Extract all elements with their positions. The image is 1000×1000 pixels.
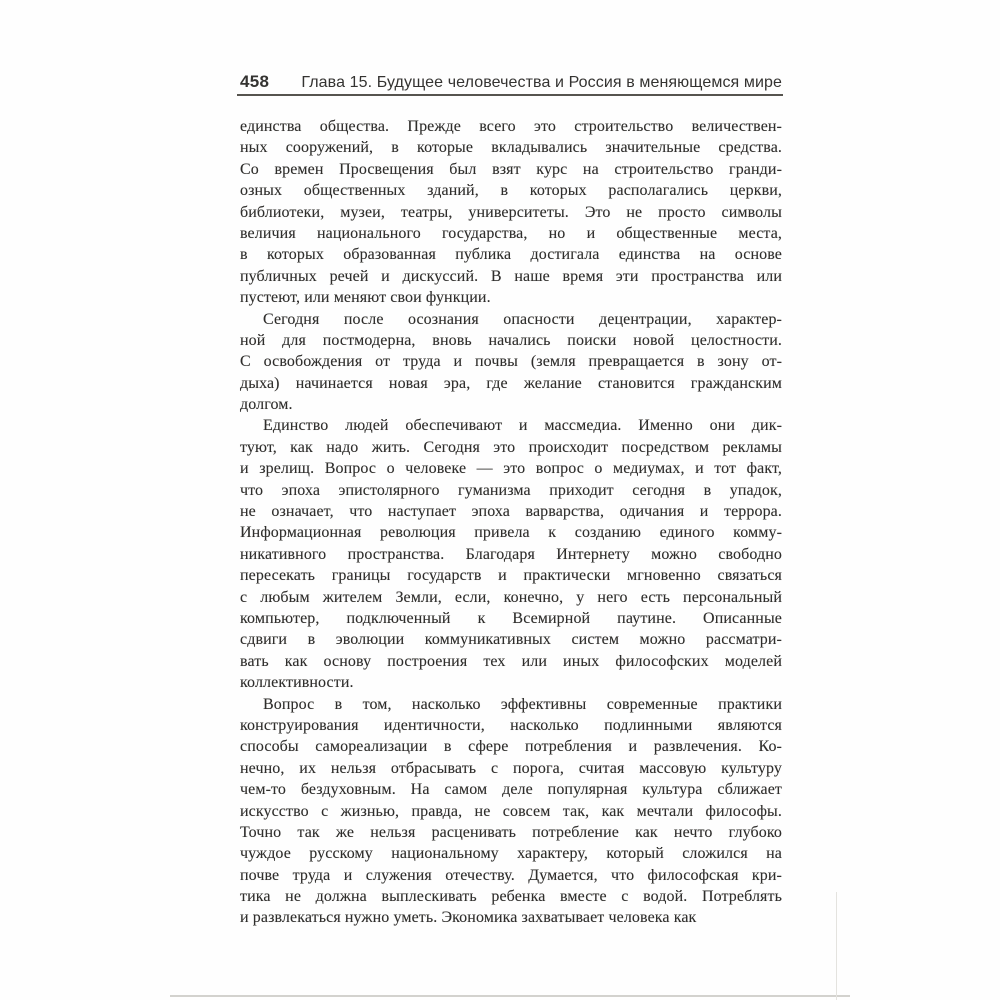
running-header [240, 72, 782, 92]
text-line: ной для постмодерна, вновь начались поиски новой целостности. [240, 331, 782, 349]
text-line: тика не должна выплескивать ребенка вместе с водой. Потреблять [240, 888, 782, 906]
paragraph [240, 309, 782, 416]
text-line: и развлекаться нужно уметь. Экономика захватывает человека как [240, 909, 697, 927]
text-line: туют, как надо жить. Сегодня это происходит посредством рекламы [240, 438, 782, 456]
text-line: величия национального государства, но и общественные места, [240, 224, 782, 242]
text-line: дыха) начинается новая эра, где желание становится гражданским [240, 374, 782, 392]
text-line: единства общества. Прежде всего это строительство величествен- [240, 118, 782, 135]
text-line: способы самореализации в сфере потребления и развлечения. Ко- [240, 738, 782, 756]
scan-bottom-edge-artifact [170, 995, 850, 997]
text-line: ных сооружений, в которые вкладывались значительные средства. [240, 139, 782, 157]
text-line: библиотеки, музеи, театры, университеты. Это не просто символы [240, 203, 782, 221]
chapter-title: Глава 15. Будущее человечества и Россия в меняющемся мире [301, 74, 782, 91]
page-body-text [240, 116, 782, 929]
text-line: почве труда и служения отечеству. Думается, что философская кри- [240, 866, 782, 884]
paragraph [240, 694, 782, 929]
text-line: публичных речей и дискуссий. В наше время эти пространства или [240, 267, 782, 285]
text-line: нечно, их нельзя отбрасывать с порога, считая массовую культуру [240, 759, 782, 777]
paragraph [240, 415, 782, 693]
text-line: и зрелищ. Вопрос о человеке — это вопрос о медиумах, и тот факт, [240, 460, 782, 478]
text-line: долгом. [240, 396, 293, 414]
text-line: пустеют, или меняют свои функции. [240, 289, 491, 307]
text-line: сдвиги в эволюции коммуникативных систем можно рассматри- [240, 631, 782, 649]
text-line: с любым жителем Земли, если, конечно, у него есть персональный [240, 588, 782, 606]
text-line: никативного пространства. Благодаря Интернету можно свободно [240, 545, 782, 563]
text-line: С освобождения от труда и почвы (земля превращается в зону от- [240, 353, 782, 371]
text-line: пересекать границы государств и практически мгновенно связаться [240, 567, 782, 585]
text-line: не означает, что наступает эпоха варварства, одичания и террора. [240, 503, 782, 521]
text-line: компьютер, подключенный к Всемирной паутине. Описанные [240, 609, 782, 627]
text-line: Единство людей обеспечивают и массмедиа. Именно они дик- [263, 417, 782, 435]
text-line: конструирования идентичности, насколько подлинными являются [240, 716, 782, 734]
text-line: Вопрос в том, насколько эффективны современные практики [263, 695, 782, 713]
text-line: озных общественных зданий, в которых располагались церкви, [240, 182, 782, 200]
text-line: Информационная революция привела к созданию единого комму- [240, 524, 782, 542]
text-line: чуждое русскому национальному характеру, который сложился на [240, 845, 782, 863]
text-line: Сегодня после осознания опасности децентрации, характер- [263, 310, 782, 328]
scan-right-edge-artifact [836, 892, 837, 1000]
text-line: что эпоха эпистолярного гуманизма приходит сегодня в упадок, [240, 481, 782, 499]
text-line: вать как основу построения тех или иных философских моделей [240, 652, 782, 670]
paragraph [240, 116, 782, 309]
text-line: коллективности. [240, 674, 354, 692]
text-line: Со времен Просвещения был взят курс на строительство гранди- [240, 160, 782, 178]
page-number: 458 [240, 72, 270, 91]
text-line: в которых образованная публика достигала единства на основе [240, 246, 782, 264]
header-rule [237, 94, 783, 96]
text-line: чем-то бездуховным. На самом деле популярная культура сближает [240, 781, 782, 799]
text-line: Точно так же нельзя расценивать потребление как нечто глубоко [240, 823, 782, 841]
text-line: искусство с жизнью, правда, не совсем так, как мечтали философы. [240, 802, 782, 820]
